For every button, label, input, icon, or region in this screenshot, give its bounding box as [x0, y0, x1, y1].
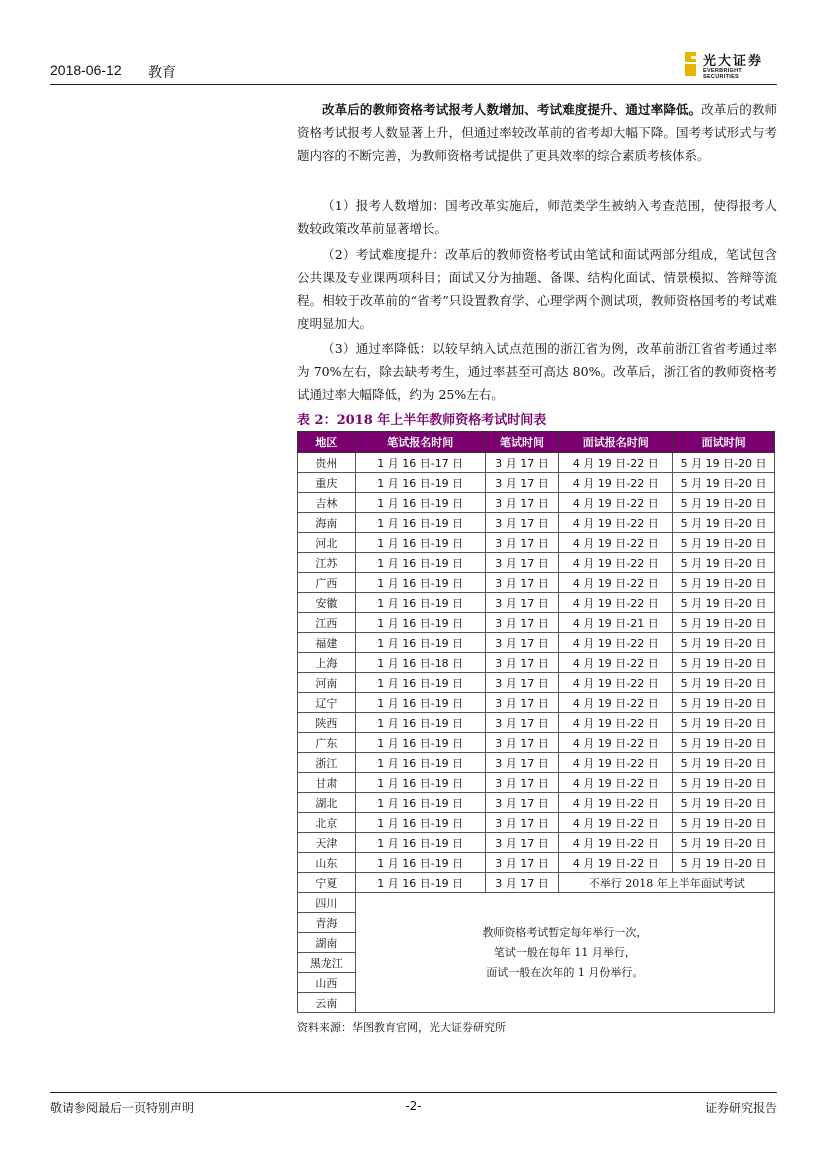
footer-report-type: 证券研究报告: [704, 1101, 777, 1115]
interview-cell: 5 月 19 日-20 日: [673, 673, 775, 693]
logo-mark-icon: [685, 52, 696, 76]
interview-reg-cell: 4 月 19 日-22 日: [559, 833, 673, 853]
region-cell: 江西: [298, 613, 356, 633]
col-header-written-exam: 笔试时间: [485, 432, 559, 453]
region-cell: 上海: [298, 653, 356, 673]
interview-reg-cell: 4 月 19 日-22 日: [559, 653, 673, 673]
pass-rate-text: （3）通过率降低：以较早纳入试点范围的浙江省为例，改革前浙江省省考通过率为 70%左右，除去缺考考生，通过率甚至可高达 80%。改革后，浙江省的教师资格考试通过率大幅降低，约为 25%左右。: [297, 341, 777, 402]
interview-reg-cell: 4 月 19 日-22 日: [559, 673, 673, 693]
interview-reg-cell: 4 月 19 日-22 日: [559, 733, 673, 753]
written-exam-cell: 3 月 17 日: [485, 573, 559, 593]
region-cell: 陕西: [298, 713, 356, 733]
interview-reg-cell: 4 月 19 日-22 日: [559, 713, 673, 733]
region-cell: 浙江: [298, 753, 356, 773]
region-cell: 海南: [298, 513, 356, 533]
interview-reg-cell: 4 月 19 日-22 日: [559, 853, 673, 873]
table-source: 资料来源：华图教育官网，光大证券研究所: [297, 1021, 506, 1034]
written-exam-cell: 3 月 17 日: [485, 553, 559, 573]
interview-reg-cell: 4 月 19 日-22 日: [559, 753, 673, 773]
interview-cell: 5 月 19 日-20 日: [673, 453, 775, 473]
annual-note-line: 笔试一般在每年 11 月举行，: [493, 945, 636, 959]
interview-cell: 5 月 19 日-20 日: [673, 593, 775, 613]
region-cell: 贵州: [298, 453, 356, 473]
col-header-interview-reg: 面试报名时间: [559, 432, 673, 453]
paragraph-summary: [297, 98, 777, 167]
written-exam-cell: 3 月 17 日: [485, 653, 559, 673]
written-reg-cell: 1 月 16 日-19 日: [355, 713, 485, 733]
region-cell: 青海: [298, 913, 356, 933]
written-reg-cell: 1 月 16 日-17 日: [355, 453, 485, 473]
table-row: [298, 793, 775, 813]
interview-cell: 5 月 19 日-20 日: [673, 753, 775, 773]
interview-cell: 5 月 19 日-20 日: [673, 653, 775, 673]
table-row: [298, 533, 775, 553]
table-row: [298, 513, 775, 533]
interview-reg-cell: 4 月 19 日-22 日: [559, 453, 673, 473]
written-reg-cell: 1 月 16 日-19 日: [355, 633, 485, 653]
written-reg-cell: 1 月 16 日-18 日: [355, 653, 485, 673]
written-exam-cell: 3 月 17 日: [485, 753, 559, 773]
table-row: [298, 673, 775, 693]
written-reg-cell: 1 月 16 日-19 日: [355, 813, 485, 833]
region-cell: 河南: [298, 673, 356, 693]
table-row: [298, 893, 775, 913]
region-cell: 山西: [298, 973, 356, 993]
written-exam-cell: 3 月 17 日: [485, 853, 559, 873]
page-header: [50, 54, 777, 85]
col-header-written-reg: 笔试报名时间: [355, 432, 485, 453]
table-row: [298, 493, 775, 513]
written-exam-cell: 3 月 17 日: [485, 493, 559, 513]
interview-cell: 5 月 19 日-20 日: [673, 733, 775, 753]
written-reg-cell: 1 月 16 日-19 日: [355, 493, 485, 513]
written-exam-cell: 3 月 17 日: [485, 453, 559, 473]
company-logo: [685, 50, 777, 80]
table-caption: 表 2：2018 年上半年教师资格考试时间表: [297, 413, 547, 428]
interview-reg-cell: 4 月 19 日-22 日: [559, 693, 673, 713]
interview-reg-cell: 4 月 19 日-22 日: [559, 553, 673, 573]
table-row: [298, 753, 775, 773]
written-exam-cell: 3 月 17 日: [485, 673, 559, 693]
written-exam-cell: 3 月 17 日: [485, 773, 559, 793]
written-reg-cell: 1 月 16 日-19 日: [355, 753, 485, 773]
logo-english: EVERBRIGHT SECURITIES: [703, 68, 743, 80]
interview-cell: 5 月 19 日-20 日: [673, 633, 775, 653]
applicants-text: （1）报考人数增加：国考改革实施后，师范类学生被纳入考查范围，使得报考人数较政策改革前显著增长。: [297, 198, 777, 236]
table-row: [298, 693, 775, 713]
written-reg-cell: 1 月 16 日-19 日: [355, 833, 485, 853]
written-exam-cell: 3 月 17 日: [485, 473, 559, 493]
report-date: 2018-06-12: [50, 62, 122, 78]
page-footer: [50, 1092, 777, 1123]
col-header-region: 地区: [298, 432, 356, 453]
interview-cell: 5 月 19 日-20 日: [673, 853, 775, 873]
written-exam-cell: 3 月 17 日: [485, 833, 559, 853]
interview-cell: 5 月 19 日-20 日: [673, 553, 775, 573]
summary-rest: 改革后的教师资格考试报考人数显著上升，但通过率较改革前的省考却大幅下降。国考考试形式与考题内容的不断完善，为教师资格考试提供了更具效率的综合素质考核体系。: [297, 102, 777, 163]
table-row: [298, 453, 775, 473]
table-row: [298, 773, 775, 793]
table-row: [298, 473, 775, 493]
interview-reg-cell: 4 月 19 日-22 日: [559, 533, 673, 553]
table-row: [298, 613, 775, 633]
region-cell: 福建: [298, 633, 356, 653]
written-exam-cell: 3 月 17 日: [485, 873, 559, 893]
region-cell: 湖北: [298, 793, 356, 813]
difficulty-text: （2）考试难度提升：改革后的教师资格考试由笔试和面试两部分组成，笔试包含公共课及专业课两项科目；面试又分为抽题、备课、结构化面试、情景模拟、答辩等流程。相较于改革前的“省考”只设置教育学、心理学两个测试项，教师资格国考的考试难度明显加大。: [297, 247, 777, 331]
interview-cell: 5 月 19 日-20 日: [673, 773, 775, 793]
region-cell: 天津: [298, 833, 356, 853]
written-exam-cell: 3 月 17 日: [485, 613, 559, 633]
paragraph-pass-rate: [297, 337, 777, 406]
region-cell: 广西: [298, 573, 356, 593]
written-reg-cell: 1 月 16 日-19 日: [355, 593, 485, 613]
exam-schedule-table: [297, 431, 775, 1013]
region-cell: 山东: [298, 853, 356, 873]
annual-note-cell: [355, 893, 774, 1013]
table-row: [298, 853, 775, 873]
written-reg-cell: 1 月 16 日-19 日: [355, 693, 485, 713]
region-cell: 黑龙江: [298, 953, 356, 973]
written-reg-cell: 1 月 16 日-19 日: [355, 853, 485, 873]
interview-cell: 5 月 19 日-20 日: [673, 813, 775, 833]
annual-note-line: 教师资格考试暂定每年举行一次，: [482, 925, 648, 939]
region-cell: 云南: [298, 993, 356, 1013]
region-cell: 北京: [298, 813, 356, 833]
interview-cell: 5 月 19 日-20 日: [673, 513, 775, 533]
written-exam-cell: 3 月 17 日: [485, 593, 559, 613]
table-row: [298, 713, 775, 733]
region-cell: 湖南: [298, 933, 356, 953]
region-cell: 四川: [298, 893, 356, 913]
table-row: [298, 873, 775, 893]
region-cell: 甘肃: [298, 773, 356, 793]
written-reg-cell: 1 月 16 日-19 日: [355, 613, 485, 633]
table-row: [298, 653, 775, 673]
written-reg-cell: 1 月 16 日-19 日: [355, 473, 485, 493]
summary-bold: 改革后的教师资格考试报考人数增加、考试难度提升、通过率降低。: [322, 102, 702, 117]
written-reg-cell: 1 月 16 日-19 日: [355, 733, 485, 753]
page-number: -2-: [405, 1099, 422, 1113]
interview-note-cell: 不举行 2018 年上半年面试考试: [559, 873, 775, 893]
annual-note-line: 面试一般在次年的 1 月份举行。: [486, 965, 644, 979]
interview-cell: 5 月 19 日-20 日: [673, 613, 775, 633]
interview-reg-cell: 4 月 19 日-22 日: [559, 513, 673, 533]
table-row: [298, 593, 775, 613]
written-exam-cell: 3 月 17 日: [485, 793, 559, 813]
table-row: [298, 813, 775, 833]
region-cell: 重庆: [298, 473, 356, 493]
interview-cell: 5 月 19 日-20 日: [673, 713, 775, 733]
interview-reg-cell: 4 月 19 日-22 日: [559, 573, 673, 593]
interview-cell: 5 月 19 日-20 日: [673, 533, 775, 553]
paragraph-applicants: [297, 194, 777, 240]
table-row: [298, 573, 775, 593]
report-sector: 教育: [148, 65, 176, 81]
interview-cell: 5 月 19 日-20 日: [673, 573, 775, 593]
interview-cell: 5 月 19 日-20 日: [673, 493, 775, 513]
region-cell: 河北: [298, 533, 356, 553]
region-cell: 广东: [298, 733, 356, 753]
table-header-row: [298, 432, 775, 453]
table-row: [298, 833, 775, 853]
region-cell: 宁夏: [298, 873, 356, 893]
written-reg-cell: 1 月 16 日-19 日: [355, 513, 485, 533]
region-cell: 吉林: [298, 493, 356, 513]
written-reg-cell: 1 月 16 日-19 日: [355, 873, 485, 893]
interview-reg-cell: 4 月 19 日-22 日: [559, 773, 673, 793]
interview-cell: 5 月 19 日-20 日: [673, 793, 775, 813]
written-reg-cell: 1 月 16 日-19 日: [355, 553, 485, 573]
written-exam-cell: 3 月 17 日: [485, 513, 559, 533]
written-exam-cell: 3 月 17 日: [485, 533, 559, 553]
written-exam-cell: 3 月 17 日: [485, 733, 559, 753]
region-cell: 安徽: [298, 593, 356, 613]
interview-cell: 5 月 19 日-20 日: [673, 833, 775, 853]
written-reg-cell: 1 月 16 日-19 日: [355, 793, 485, 813]
written-reg-cell: 1 月 16 日-19 日: [355, 773, 485, 793]
interview-cell: 5 月 19 日-20 日: [673, 693, 775, 713]
written-exam-cell: 3 月 17 日: [485, 633, 559, 653]
col-header-interview: 面试时间: [673, 432, 775, 453]
written-exam-cell: 3 月 17 日: [485, 813, 559, 833]
written-reg-cell: 1 月 16 日-19 日: [355, 573, 485, 593]
region-cell: 江苏: [298, 553, 356, 573]
table-row: [298, 733, 775, 753]
table-body: [298, 453, 775, 1013]
interview-cell: 5 月 19 日-20 日: [673, 473, 775, 493]
interview-reg-cell: 4 月 19 日-22 日: [559, 813, 673, 833]
interview-reg-cell: 4 月 19 日-22 日: [559, 793, 673, 813]
written-exam-cell: 3 月 17 日: [485, 693, 559, 713]
interview-reg-cell: 4 月 19 日-21 日: [559, 613, 673, 633]
paragraph-difficulty: [297, 243, 777, 335]
logo-name: 光大证券: [703, 54, 764, 69]
written-reg-cell: 1 月 16 日-19 日: [355, 673, 485, 693]
region-cell: 辽宁: [298, 693, 356, 713]
footer-disclaimer: 敬请参阅最后一页特别声明: [50, 1101, 195, 1115]
written-exam-cell: 3 月 17 日: [485, 713, 559, 733]
table-row: [298, 553, 775, 573]
written-reg-cell: 1 月 16 日-19 日: [355, 533, 485, 553]
interview-reg-cell: 4 月 19 日-22 日: [559, 493, 673, 513]
interview-reg-cell: 4 月 19 日-22 日: [559, 473, 673, 493]
table-row: [298, 633, 775, 653]
interview-reg-cell: 4 月 19 日-22 日: [559, 593, 673, 613]
interview-reg-cell: 4 月 19 日-22 日: [559, 633, 673, 653]
